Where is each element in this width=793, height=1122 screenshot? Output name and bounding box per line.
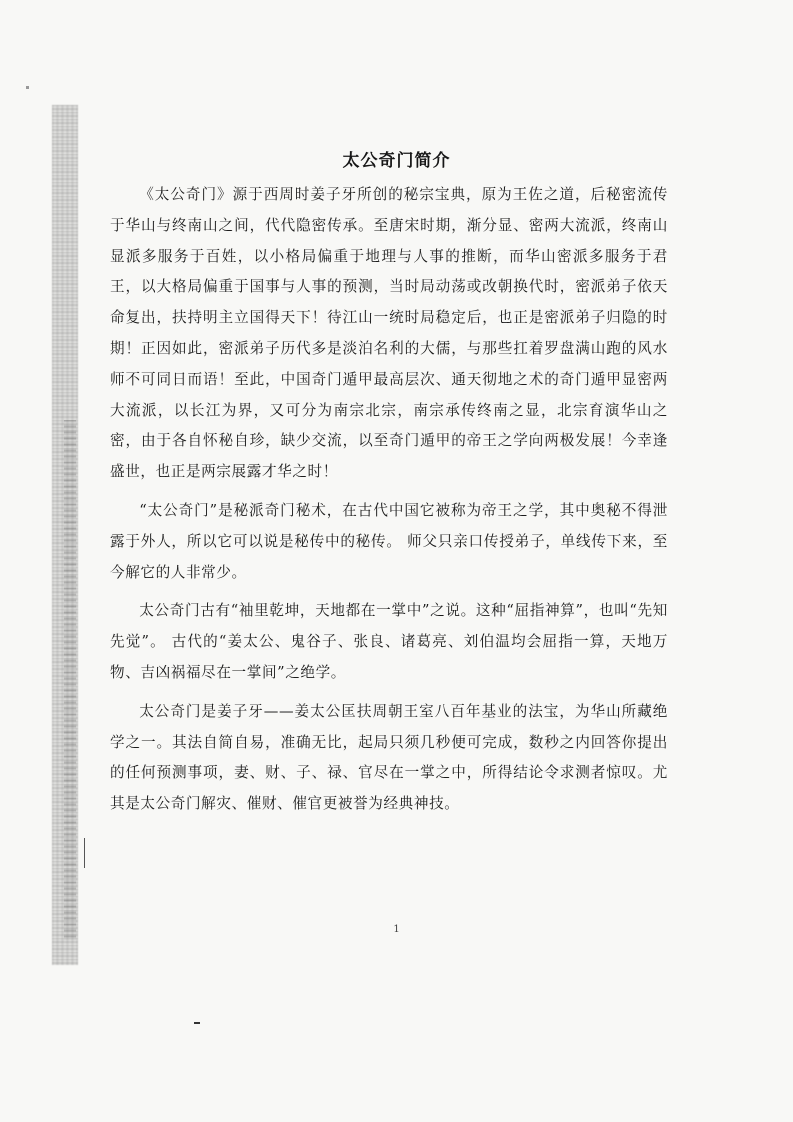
paragraph-3: 太公奇门古有“袖里乾坤，天地都在一掌中”之说。这种“屈指神算”，也叫“先知先觉”。 古代的“姜太公、鬼谷子、张良、诸葛亮、刘伯温均会屈指一算，天地万物、吉凶祸福尽在一掌间”之绝学。	[110, 602, 668, 681]
page-number: 1	[393, 924, 400, 935]
paragraph-2: “太公奇门”是秘派奇门秘术，在古代中国它被称为帝王之学，其中奥秘不得泄露于外人，所以它可以说是秘传中的秘传。 师父只亲口传授弟子，单线传下来，至今解它的人非常少。	[110, 501, 668, 581]
paragraph-1: 《太公奇门》源于西周时姜子牙所创的秘宗宝典，原为王佐之道，后秘密流传于华山与终南山之间，代代隐密传承。至唐宋时期，渐分显、密两大流派，终南山显派多服务于百姓，以小格局偏重于地理与人事的推断，而华山密派多服务于君王，以大格局偏重于国事与人事的预测，当时局动荡或改朝换代时，密派弟子依天命复出，扶持明主立国得天下！待江山一统时局稳定后，也正是密派弟子归隐的时期！正因如此，密派弟子历代多是淡泊名利的大儒，与那些扛着罗盘满山跑的风水师不可同日而语！至此，中国奇门遁甲最高层次、通天彻地之术的奇门遁甲显密两大流派，以长江为界，又可分为南宗北宗，南宗承传终南之显，北宗育演华山之密，由于各自怀秘自珍，缺少交流，以至奇门遁甲的帝王之学向两极发展！今幸逢盛世，也正是两宗展露才华之时！	[110, 186, 668, 481]
binding-edge-noise-secondary	[64, 420, 76, 940]
scan-corner-dot	[26, 86, 29, 89]
paragraph-4: 太公奇门是姜子牙——姜太公匡扶周朝王室八百年基业的法宝，为华山所藏绝学之一。其法自简自易，准确无比，起局只须几秒便可完成，数秒之内回答你提出的任何预测事项，妻、财、子、禄、官尽在一掌之中，所得结论令求测者惊叹。尤其是太公奇门解灾、催财、催官更被誉为经典神技。	[110, 702, 668, 813]
scan-dot	[194, 1022, 200, 1024]
document-title: 太公奇门简介	[342, 151, 451, 171]
scan-mark	[84, 838, 85, 868]
document-body	[110, 180, 668, 820]
